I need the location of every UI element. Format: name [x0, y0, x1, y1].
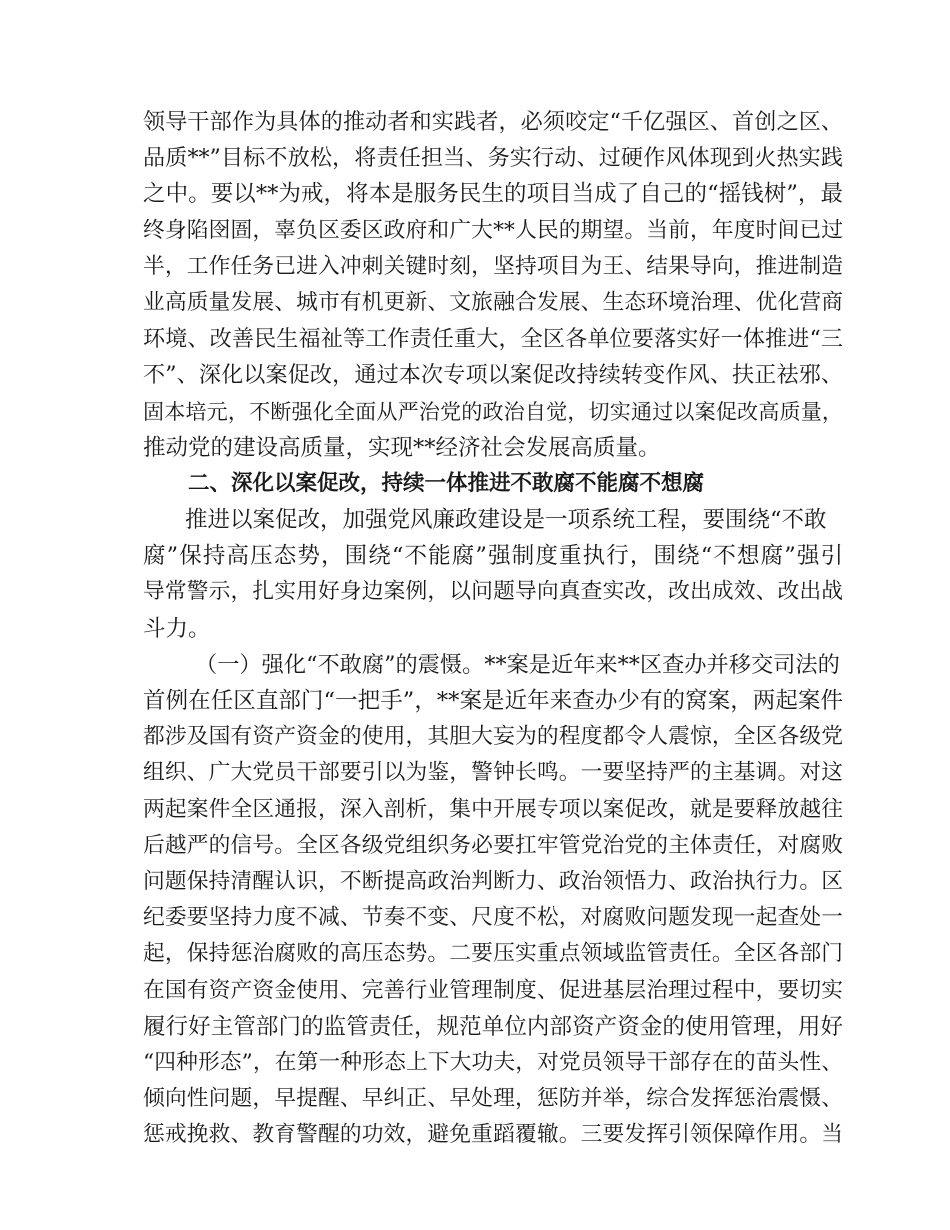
paragraph-line: 推进以案促改，加强党风廉政建设是一项系统工程，要围绕“不敢	[185, 507, 827, 534]
paragraph-line: 半，工作任务已进入冲刺关键时刻，坚持项目为王、结果导向，推进制造	[143, 253, 843, 279]
paragraph-line: 终身陷囹圄，辜负区委区政府和广大**人民的期望。当前，年度时间已过	[143, 217, 843, 243]
paragraph-line: 起，保持惩治腐败的高压态势。二要压实重点领域监管责任。全区各部门	[143, 941, 843, 967]
paragraph-line: 纪委要坚持力度不减、节奏不变、尺度不松，对腐败问题发现一起查处一	[143, 905, 843, 931]
paragraph-line: 品质**”目标不放松，将责任担当、务实行动、过硬作风体现到火热实践	[143, 145, 843, 172]
paragraph-line: 不”、深化以案促改，通过本次专项以案促改持续转变作风、扶正祛邪、	[143, 362, 843, 389]
section-heading: 二、深化以案促改，持续一体推进不敢腐不能腐不想腐	[188, 470, 705, 496]
paragraph-line: 环境、改善民生福祉等工作责任重大，全区各单位要落实好一体推进“三	[143, 326, 843, 353]
paragraph-line: 业高质量发展、城市有机更新、文旅融合发展、生态环境治理、优化营商	[143, 289, 843, 315]
paragraph-line: 之中。要以**为戒，将本是服务民生的项目当成了自己的“摇钱树”，最	[143, 181, 843, 208]
paragraph-line: 腐”保持高压态势，围绕“不能腐”强制度重执行，围绕“不想腐”强引	[143, 543, 843, 570]
paragraph-line: 在国有资产资金使用、完善行业管理制度、促进基层治理过程中，要切实	[143, 977, 843, 1003]
paragraph-line: （一）强化“不敢腐”的震慑。**案是近年来**区查办并移交司法的	[195, 651, 840, 678]
paragraph-line: “四种形态”，在第一种形态上下大功夫，对党员领导干部存在的苗头性、	[143, 1049, 843, 1075]
paragraph-line: 惩戒挽救、教育警醒的功效，避免重蹈覆辙。三要发挥引领保障作用。当	[143, 1122, 843, 1148]
paragraph-line: 斗力。	[143, 615, 211, 642]
paragraph-line: 后越严的信号。全区各级党组织务必要扛牢管党治党的主体责任，对腐败	[143, 832, 843, 858]
paragraph-line: 问题保持清醒认识，不断提高政治判断力、政治领悟力、政治执行力。区	[143, 868, 843, 894]
paragraph-line: 首例在任区直部门“一把手”，**案是近年来查办少有的窝案，两起案件	[143, 688, 843, 714]
paragraph-line: 领导干部作为具体的推动者和实践者，必须咬定“千亿强区、首创之区、	[143, 109, 843, 135]
paragraph-line: 组织、广大党员干部要引以为鉴，警钟长鸣。一要坚持严的主基调。对这	[143, 760, 843, 786]
paragraph-line: 两起案件全区通报，深入剖析，集中开展专项以案促改，就是要释放越往	[143, 796, 843, 822]
document-body	[143, 104, 843, 1153]
paragraph-line: 导常警示，扎实用好身边案例，以问题导向真查实改，改出成效、改出战	[143, 579, 843, 605]
paragraph-line: 固本培元，不断强化全面从严治党的政治自觉，切实通过以案促改高质量，	[143, 398, 843, 424]
paragraph-line: 推动党的建设高质量，实现**经济社会发展高质量。	[143, 434, 661, 461]
paragraph-line: 履行好主管部门的监管责任，规范单位内部资产资金的使用管理，用好	[143, 1013, 843, 1040]
paragraph-line: 倾向性问题，早提醒、早纠正、早处理，惩防并举，综合发挥惩治震慑、	[143, 1086, 843, 1112]
paragraph-line: 都涉及国有资产资金的使用，其胆大妄为的程度都令人震惊，全区各级党	[143, 724, 843, 750]
